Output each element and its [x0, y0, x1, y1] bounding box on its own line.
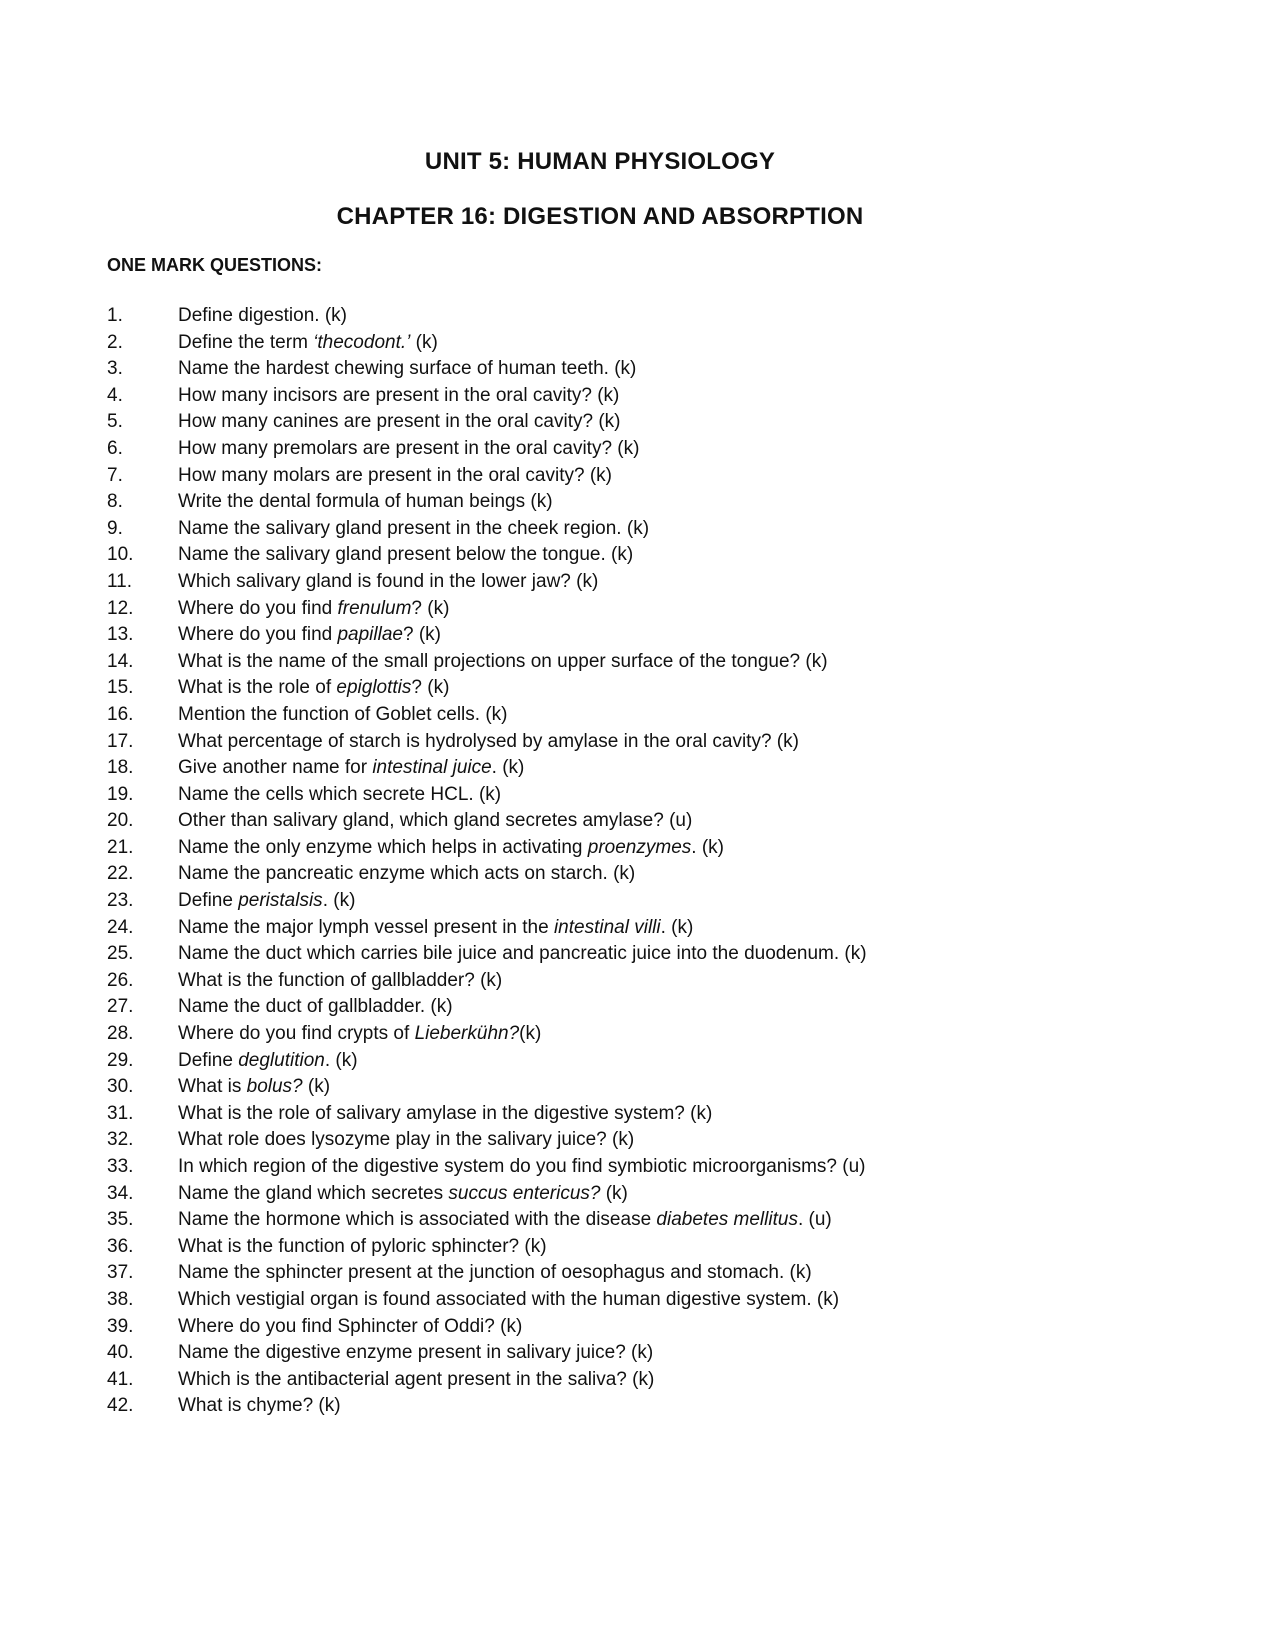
- question-item: [107, 888, 867, 915]
- question-text: [178, 544, 633, 565]
- question-text: [178, 784, 501, 805]
- question-text: [178, 1395, 341, 1416]
- question-item: [107, 383, 867, 410]
- question-text-segment: . (k): [324, 1049, 358, 1071]
- question-text-segment: In which region of the digestive system do you find symbiotic microorganisms? (u): [178, 1156, 866, 1177]
- question-text-segment: Name the duct which carries bile juice and pancreatic juice into the duodenum. (k): [178, 943, 867, 965]
- question-text: [178, 1316, 522, 1337]
- question-item: [107, 941, 867, 968]
- question-text-segment: What is the name of the small projections on upper surface of the tongue? (k): [178, 650, 828, 672]
- question-text-segment: How many incisors are present in the oral cavity? (k): [178, 384, 620, 406]
- question-item: [107, 1393, 867, 1420]
- question-item: [107, 782, 867, 809]
- question-number: 28.: [107, 1023, 134, 1045]
- question-text: [178, 677, 449, 698]
- question-item: [107, 1074, 867, 1101]
- question-text: [178, 917, 693, 938]
- question-number: 14.: [107, 650, 134, 672]
- question-number: 23.: [107, 890, 134, 912]
- question-text-segment: Name the gland which secretes: [178, 1182, 449, 1204]
- question-text-segment: . (u): [797, 1209, 832, 1231]
- question-italic-term: frenulum: [337, 597, 412, 619]
- question-italic-term: diabetes mellitus: [656, 1209, 798, 1231]
- question-item: [107, 596, 867, 623]
- question-text-segment: How many molars are present in the oral cavity? (k): [178, 464, 612, 486]
- question-text-segment: Define: [178, 890, 239, 912]
- question-number: 8.: [107, 491, 123, 513]
- question-text: [178, 1156, 865, 1177]
- question-text-segment: Mention the function of Goblet cells. (k): [178, 703, 508, 725]
- question-text-segment: What percentage of starch is hydrolysed by amylase in the oral cavity? (k): [178, 730, 799, 752]
- question-text-segment: How many canines are present in the oral cavity? (k): [178, 411, 621, 433]
- question-text-segment: (k): [302, 1076, 331, 1098]
- question-item: [107, 968, 867, 995]
- question-item: [107, 1021, 867, 1048]
- question-text: [178, 1103, 712, 1124]
- question-italic-term: epiglottis: [336, 677, 412, 699]
- question-text-segment: ? (k): [411, 677, 450, 699]
- question-list: [107, 303, 867, 1420]
- section-title: ONE MARK QUESTIONS:: [107, 255, 323, 275]
- question-text-segment: . (k): [491, 757, 525, 779]
- question-item: [107, 516, 867, 543]
- question-item: [107, 409, 867, 436]
- question-number: 36.: [107, 1235, 134, 1257]
- question-item: [107, 303, 867, 330]
- question-text-segment: Name the major lymph vessel present in the: [178, 916, 554, 938]
- question-text-segment: Which vestigial organ is found associated with the human digestive system. (k): [178, 1288, 840, 1310]
- question-item: [107, 489, 867, 516]
- question-number: 13.: [107, 624, 134, 646]
- question-text: [178, 1289, 839, 1310]
- question-number: 21.: [107, 836, 134, 858]
- question-item: [107, 729, 867, 756]
- question-text: [178, 810, 692, 831]
- question-text: [178, 757, 524, 778]
- question-item: [107, 622, 867, 649]
- question-number: 20.: [107, 810, 134, 832]
- question-text-segment: What is the function of pyloric sphincter? (k): [178, 1235, 547, 1257]
- question-text: [178, 970, 502, 991]
- question-item: [107, 356, 867, 383]
- question-text-segment: Define the term: [178, 331, 314, 353]
- question-item: [107, 994, 867, 1021]
- question-text-segment: Name the digestive enzyme present in salivary juice? (k): [178, 1342, 654, 1364]
- question-item: [107, 1154, 867, 1181]
- question-text: [178, 890, 355, 911]
- unit-title: UNIT 5: HUMAN PHYSIOLOGY: [424, 148, 776, 175]
- question-italic-term: bolus?: [246, 1076, 303, 1098]
- question-text: [178, 332, 438, 353]
- question-text: [178, 465, 612, 486]
- question-text-segment: Name the salivary gland present in the cheek region. (k): [178, 517, 650, 539]
- question-text-segment: Name the cells which secrete HCL. (k): [178, 783, 502, 805]
- question-number: 15.: [107, 677, 134, 699]
- question-number: 4.: [107, 384, 123, 406]
- question-text: [178, 1050, 358, 1071]
- question-number: 10.: [107, 544, 134, 566]
- question-number: 41.: [107, 1368, 134, 1390]
- question-text: [178, 651, 828, 672]
- question-number: 24.: [107, 916, 134, 938]
- question-italic-term: intestinal juice: [372, 757, 492, 779]
- question-text-segment: ? (k): [411, 597, 450, 619]
- question-italic-term: deglutition: [238, 1049, 325, 1071]
- question-item: [107, 569, 867, 596]
- question-item: [107, 1101, 867, 1128]
- question-number: 33.: [107, 1156, 134, 1177]
- question-text: [178, 518, 649, 539]
- question-text-segment: Name the only enzyme which helps in activating: [178, 836, 588, 858]
- question-text-segment: Which is the antibacterial agent present in the saliva? (k): [178, 1368, 655, 1390]
- question-number: 12.: [107, 597, 134, 619]
- question-text-segment: How many premolars are present in the oral cavity? (k): [178, 437, 640, 459]
- question-item: [107, 1207, 867, 1234]
- question-text: [178, 1183, 628, 1204]
- question-number: 2.: [107, 331, 123, 353]
- question-item: [107, 1181, 867, 1208]
- question-number: 19.: [107, 783, 134, 805]
- question-text-segment: What is the role of salivary amylase in the digestive system? (k): [178, 1102, 713, 1124]
- question-text: [178, 385, 619, 406]
- question-text-segment: Which salivary gland is found in the lower jaw? (k): [178, 570, 599, 592]
- question-number: 9.: [107, 517, 123, 539]
- question-text: [178, 1369, 654, 1390]
- question-item: [107, 1127, 867, 1154]
- question-text: [178, 598, 449, 619]
- question-text-segment: Define: [178, 1049, 239, 1071]
- question-number: 32.: [107, 1129, 134, 1151]
- question-text: [178, 1209, 832, 1230]
- chapter-title: CHAPTER 16: DIGESTION AND ABSORPTION: [336, 203, 864, 230]
- question-item: [107, 649, 867, 676]
- question-number: 25.: [107, 943, 134, 965]
- question-item: [107, 1287, 867, 1314]
- question-text-segment: . (k): [322, 890, 356, 912]
- question-text-segment: . (k): [691, 836, 724, 858]
- question-item: [107, 835, 867, 862]
- question-text: [178, 1129, 634, 1150]
- question-number: 26.: [107, 969, 134, 991]
- question-text: [178, 358, 636, 379]
- question-item: [107, 542, 867, 569]
- question-item: [107, 1260, 867, 1287]
- question-text-segment: What is the function of gallbladder? (k): [178, 969, 503, 991]
- question-item: [107, 330, 867, 357]
- question-number: 3.: [107, 358, 123, 380]
- question-text-segment: Give another name for: [178, 757, 373, 779]
- question-text-segment: Name the hardest chewing surface of human teeth. (k): [178, 358, 637, 380]
- question-number: 42.: [107, 1395, 134, 1417]
- question-italic-term: intestinal villi: [553, 916, 661, 938]
- question-number: 39.: [107, 1315, 134, 1337]
- question-text: [178, 1262, 812, 1283]
- question-item: [107, 861, 867, 888]
- question-italic-term: succus entericus?: [448, 1182, 601, 1204]
- question-text: [178, 704, 508, 725]
- question-number: 22.: [107, 863, 134, 885]
- question-item: [107, 702, 867, 729]
- question-item: [107, 1048, 867, 1075]
- question-text-segment: Name the duct of gallbladder. (k): [178, 996, 453, 1018]
- question-number: 7.: [107, 464, 123, 486]
- question-text: [178, 731, 799, 752]
- question-text-segment: Other than salivary gland, which gland secretes amylase? (u): [178, 810, 693, 832]
- question-number: 38.: [107, 1288, 134, 1310]
- question-item: [107, 808, 867, 835]
- question-text-segment: Write the dental formula of human beings (k): [178, 491, 553, 513]
- question-number: 1.: [107, 305, 123, 326]
- question-text-segment: What is chyme? (k): [178, 1395, 341, 1417]
- question-italic-term: peristalsis: [238, 890, 323, 912]
- question-number: 40.: [107, 1342, 134, 1364]
- question-italic-term: Lieberkühn?: [414, 1023, 520, 1045]
- question-text: [178, 996, 453, 1017]
- question-text: [178, 837, 724, 858]
- question-number: 16.: [107, 703, 134, 725]
- question-number: 31.: [107, 1102, 134, 1124]
- question-item: [107, 1367, 867, 1394]
- question-item: [107, 436, 867, 463]
- question-text: [178, 305, 347, 326]
- question-item: [107, 1234, 867, 1261]
- question-italic-term: papillae: [337, 624, 403, 646]
- question-number: 17.: [107, 730, 134, 752]
- question-text-segment: (k): [519, 1023, 542, 1045]
- question-text: [178, 1023, 541, 1044]
- question-number: 5.: [107, 411, 123, 433]
- question-item: [107, 1340, 867, 1367]
- question-text-segment: Where do you find crypts of: [178, 1023, 415, 1045]
- question-text-segment: What is the role of: [178, 677, 337, 699]
- question-text: [178, 491, 553, 512]
- question-italic-term: ‘thecodont.’: [313, 331, 411, 353]
- question-text-segment: Name the salivary gland present below the tongue. (k): [178, 544, 634, 566]
- question-text: [178, 943, 867, 964]
- question-text: [178, 571, 598, 592]
- question-item: [107, 1314, 867, 1341]
- question-text-segment: ? (k): [402, 624, 441, 646]
- question-number: 11.: [107, 570, 133, 592]
- question-text-segment: Where do you find Sphincter of Oddi? (k): [178, 1315, 523, 1337]
- question-item: [107, 915, 867, 942]
- question-text-segment: (k): [600, 1182, 628, 1204]
- question-number: 37.: [107, 1262, 134, 1284]
- question-text-segment: Where do you find: [178, 624, 338, 646]
- question-text-segment: What is: [178, 1076, 247, 1098]
- question-text: [178, 1076, 330, 1097]
- question-item: [107, 463, 867, 490]
- question-text-segment: . (k): [660, 916, 694, 938]
- question-item: [107, 755, 867, 782]
- question-text-segment: What role does lysozyme play in the salivary juice? (k): [178, 1129, 635, 1151]
- question-text-segment: Define digestion. (k): [178, 305, 347, 326]
- question-text: [178, 863, 635, 884]
- question-text-segment: Name the sphincter present at the junction of oesophagus and stomach. (k): [178, 1262, 812, 1284]
- question-text: [178, 438, 639, 459]
- question-text: [178, 624, 441, 645]
- question-text: [178, 1342, 653, 1363]
- question-number: 29.: [107, 1049, 134, 1071]
- question-text-segment: Name the pancreatic enzyme which acts on starch. (k): [178, 863, 636, 885]
- question-number: 6.: [107, 437, 123, 459]
- question-italic-term: proenzymes: [587, 836, 692, 858]
- question-number: 35.: [107, 1209, 134, 1231]
- question-number: 34.: [107, 1182, 134, 1204]
- question-text-segment: Name the hormone which is associated with the disease: [178, 1209, 657, 1231]
- question-text-segment: Where do you find: [178, 597, 338, 619]
- question-text-segment: (k): [410, 331, 438, 353]
- question-number: 30.: [107, 1076, 134, 1098]
- question-text: [178, 1236, 547, 1257]
- question-number: 18.: [107, 757, 134, 779]
- question-number: 27.: [107, 996, 134, 1018]
- question-text: [178, 411, 620, 432]
- question-item: [107, 675, 867, 702]
